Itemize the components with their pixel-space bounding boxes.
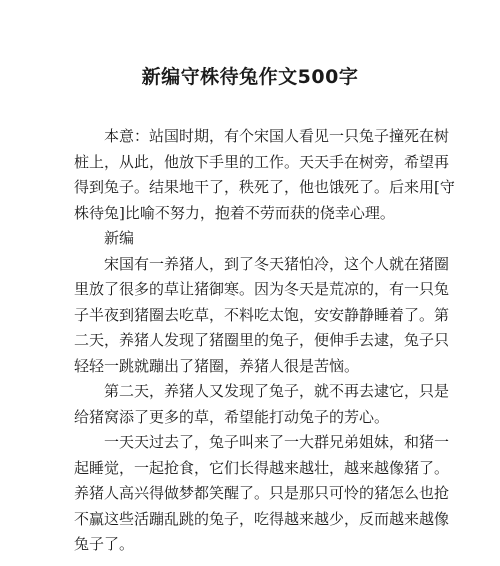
text-line: 宋国有一养猪人，到了冬天猪怕冷，这个人就在猪圈 [104, 254, 450, 273]
text-line: 本意：站国时期，有个宋国人看见一只兔子撞死在树 [104, 127, 450, 145]
text-line: 兔子了。 [74, 535, 135, 553]
document-body [74, 124, 455, 558]
paragraph-story-2 [74, 379, 450, 430]
document-title: 新编守株待兔作文500字 [141, 66, 359, 88]
text-line: 二天，养猪人发现了猪圈里的兔子，便伸手去逮，兔子只 [74, 331, 450, 349]
text-line: 一天天过去了，兔子叫来了一大群兄弟姐妹，和猪一 [104, 433, 450, 451]
text-line: 子半夜到猪圈去吃草，不料吃太饱，安安静静睡着了。第 [74, 305, 450, 324]
text-line: 起睡觉，一起抢食，它们长得越来越壮，越来越像猪了。 [74, 458, 450, 477]
paragraph-story-1 [74, 252, 450, 380]
text-line: 得到兔子。结果地干了，秩死了，他也饿死了。后来用[守 [74, 178, 455, 196]
text-line: 不赢这些活蹦乱跳的兔子，吃得越来越少，反而越来越像 [74, 509, 450, 528]
paragraph-story-3 [74, 430, 450, 558]
paragraph-subheading [74, 226, 426, 252]
text-line: 桩上，从此，他放下手里的工作。天天手在树旁，希望再 [74, 152, 450, 171]
text-line: 养猪人高兴得做梦都笑醒了。只是那只可怜的猪怎么也抢 [74, 484, 450, 502]
text-line: 新编 [104, 229, 135, 247]
text-line: 里放了很多的草让猪御寒。因为冬天是荒凉的，有一只兔 [74, 280, 450, 298]
text-line: 株待兔]比喻不努力，抱着不劳而获的侥幸心理。 [74, 203, 395, 222]
paragraph-intro [74, 124, 455, 226]
text-line: 给猪窝添了更多的草，希望能打动兔子的芳心。 [74, 407, 390, 426]
text-line: 第二天，养猪人又发现了兔子，就不再去逮它，只是 [104, 382, 450, 400]
text-line: 轻轻一跳就蹦出了猪圈，养猪人很是苦恼。 [74, 356, 360, 375]
